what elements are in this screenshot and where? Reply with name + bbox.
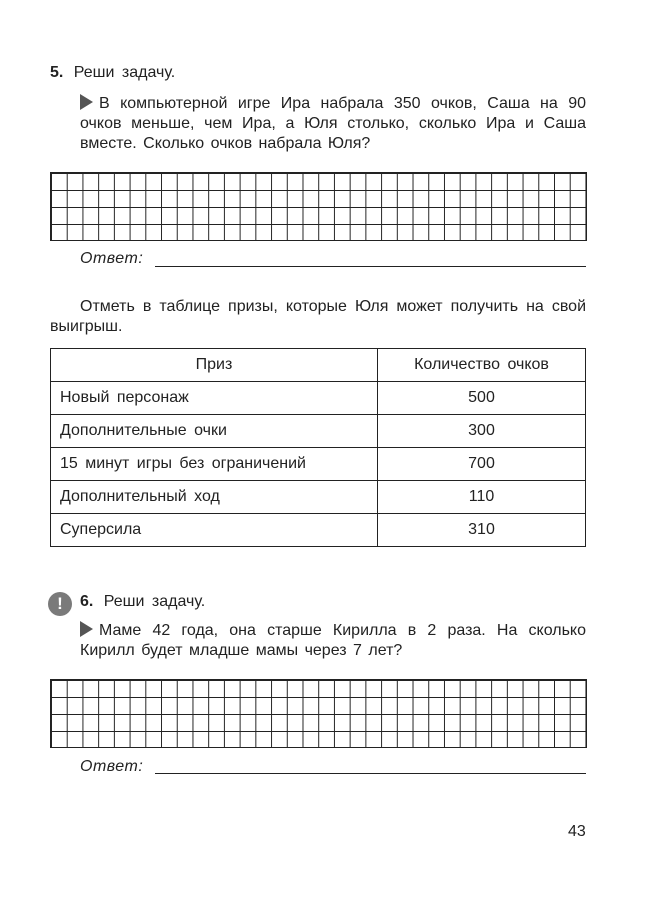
- play-triangle-icon: [80, 621, 93, 637]
- prize-table: [50, 348, 586, 547]
- prize-points: 700: [378, 448, 586, 481]
- column-header-prize: Приз: [51, 349, 378, 382]
- prize-name: Суперсила: [51, 514, 378, 547]
- prize-name: 15 минут игры без ограничений: [51, 448, 378, 481]
- table-row[interactable]: [51, 514, 586, 547]
- prize-name: Дополнительный ход: [51, 481, 378, 514]
- page-number: 43: [568, 823, 586, 840]
- prize-points: 110: [378, 481, 586, 514]
- task-6-problem-text: Маме 42 года, она старше Кирилла в 2 раза. На сколько Кирилл будет младше мамы через 7 лет?: [80, 622, 586, 659]
- table-row[interactable]: [51, 448, 586, 481]
- task-5-answer-line[interactable]: [155, 266, 586, 267]
- prize-name: Новый персонаж: [51, 382, 378, 415]
- play-triangle-icon: [80, 94, 93, 110]
- prize-points: 300: [378, 415, 586, 448]
- task-5-header: [50, 64, 175, 82]
- task-5-problem: [80, 94, 586, 154]
- exclamation-badge-icon: !: [48, 592, 72, 616]
- task-6-answer-label: Ответ:: [80, 758, 144, 775]
- prize-name: Дополнительные очки: [51, 415, 378, 448]
- task-6-title: Реши задачу.: [103, 593, 206, 610]
- task-6-solution-grid[interactable]: [50, 679, 587, 748]
- table-header-row: [51, 349, 586, 382]
- task-5-title: Реши задачу.: [73, 64, 176, 81]
- table-intro: Отметь в таблице призы, которые Юля может получить на свой выигрыш.: [50, 298, 586, 335]
- task-6-number: 6.: [80, 593, 94, 610]
- task-5-number: 5.: [50, 64, 64, 81]
- task-5-answer-label: Ответ:: [80, 250, 144, 267]
- prize-points: 500: [378, 382, 586, 415]
- task-6-answer-line[interactable]: [155, 773, 586, 774]
- table-row[interactable]: [51, 382, 586, 415]
- prize-points: 310: [378, 514, 586, 547]
- table-row[interactable]: [51, 415, 586, 448]
- table-row[interactable]: [51, 481, 586, 514]
- task-6-problem: [80, 621, 586, 661]
- column-header-points: Количество очков: [378, 349, 586, 382]
- task-6-header: [80, 593, 205, 611]
- task-5-problem-text: В компьютерной игре Ира набрала 350 очков, Саша на 90 очков меньше, чем Ира, а Юля столько, сколько Ира и Саша вместе. Сколько очков набрала Юля?: [80, 95, 586, 152]
- task-5-solution-grid[interactable]: [50, 172, 587, 241]
